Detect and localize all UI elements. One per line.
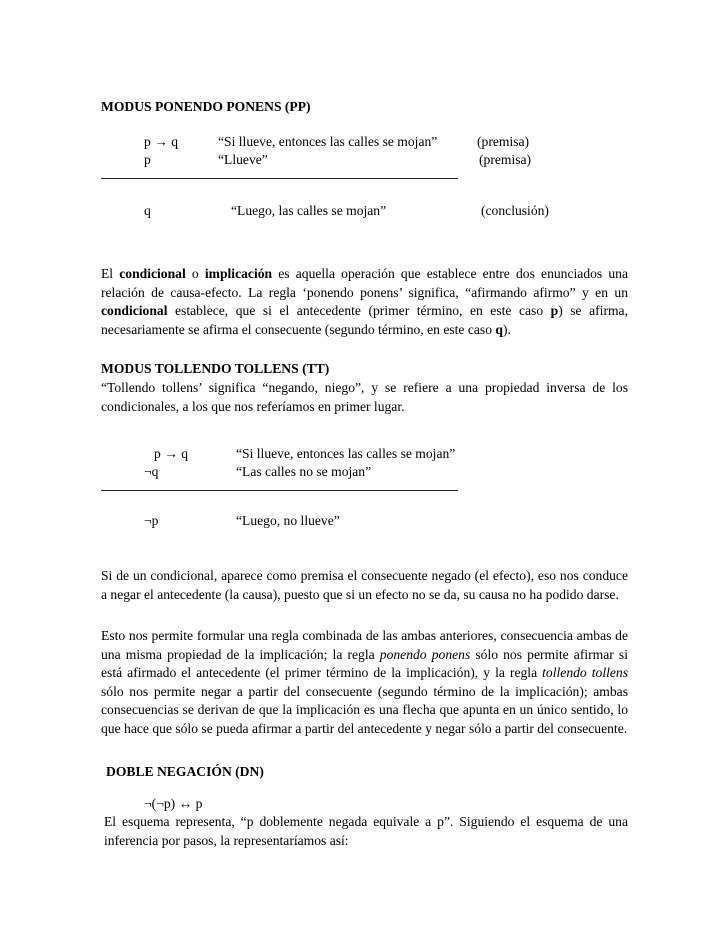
tt-intro-paragraph: “Tollendo tollens’ significa “negando, niego”, y se refiere a una propiedad inversa de los condicionales, a los que nos referíamos en primer lugar. xyxy=(101,380,628,414)
dn-formula: ¬(¬p) ↔ p xyxy=(144,796,203,811)
pp-heading: MODUS PONENDO PONENS (PP) xyxy=(101,99,311,114)
tt-premise2-text: “Las calles no se mojan” xyxy=(236,464,372,479)
pp-premise2-text: “Llueve” xyxy=(218,152,268,167)
tt-inference-line xyxy=(101,490,458,491)
pp-inference-line xyxy=(101,178,458,179)
tt-heading: MODUS TOLLENDO TOLLENS (TT) xyxy=(101,361,330,376)
pp-premise1-symbol: p → q xyxy=(144,134,178,149)
tt-conclusion-text: “Luego, no llueve” xyxy=(236,513,340,528)
pp-premise2-tag: (premisa) xyxy=(479,152,532,167)
pp-premise1-tag: (premisa) xyxy=(477,134,530,149)
dn-heading: DOBLE NEGACIÓN (DN) xyxy=(106,764,264,779)
pp-conclusion-tag: (conclusión) xyxy=(481,203,549,218)
tt-premise2-symbol: ¬q xyxy=(144,464,159,479)
conditional-paragraph: El condicional o implicación es aquella operación que establece entre dos enunciados una relación de causa-efecto. La regla ‘ponendo ponens’ significa, “afirmando afirmo” y en un condicional establece, que si el antecedente (primer término, en este caso p) se afirma, necesariamente se afirma el consecuente (segundo término, en este caso q). xyxy=(101,266,628,337)
pp-conclusion-symbol: q xyxy=(144,203,151,218)
tt-conclusion-symbol: ¬p xyxy=(144,513,159,528)
tt-premise1-text: “Si llueve, entonces las calles se mojan” xyxy=(236,446,456,461)
combined-rule-paragraph: Esto nos permite formular una regla combinada de las ambas anteriores, consecuencia ambas de una misma propiedad de la implicación; la regla ponendo ponens sólo nos permite afirmar si está afirmado el antecedente (el primer término de la implicación), y la regla tollendo tollens sólo nos permite negar a partir del consecuente (segundo término de la implicación); ambas consecuencias se derivan de que la implicación es una flecha que apunta en un único sentido, lo que hace que sólo se pueda afirmar a partir del antecedente y negar sólo a partir del consecuente. xyxy=(101,628,629,736)
dn-paragraph: El esquema representa, “p doblemente negada equivale a p”. Siguiendo el esquema de una inferencia por pasos, la representaríamos así: xyxy=(104,814,628,848)
pp-conclusion-text: “Luego, las calles se mojan” xyxy=(231,203,387,218)
pp-premise2-symbol: p xyxy=(144,152,151,167)
negation-paragraph: Si de un condicional, aparece como premisa el consecuente negado (el efecto), eso nos conduce a negar el antecedente (la causa), puesto que si un efecto no se da, su causa no ha podido darse. xyxy=(101,568,628,602)
tt-premise1-symbol: p → q xyxy=(154,446,188,461)
pp-premise1-text: “Si llueve, entonces las calles se mojan” xyxy=(218,134,438,149)
